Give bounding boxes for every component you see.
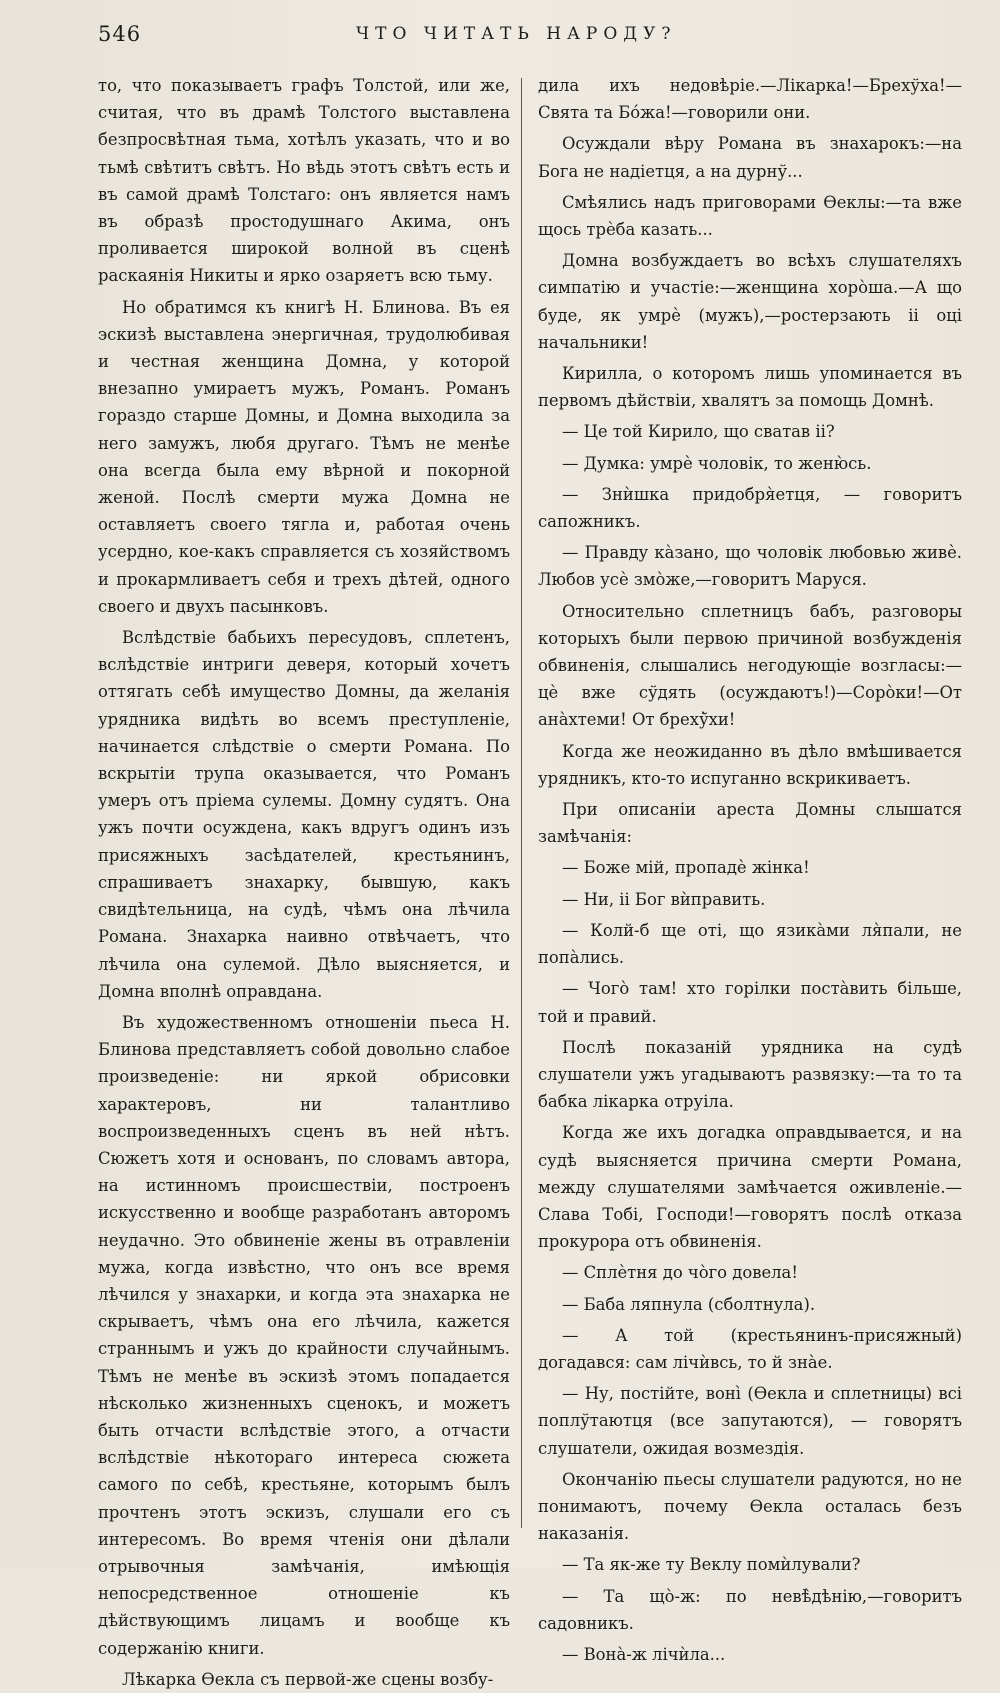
paragraph: дила ихъ недовѣріе.—Лікарка!—Брехўха!—Свята та Бо́жа!—говорили они. — [538, 76, 962, 123]
paragraph: Вслѣдствіе бабьихъ пересудовъ, сплетенъ, вслѣдствіе интриги деверя, который хочетъ оттягать себѣ имущество Домны, да желанія урядника видѣть во всемъ преступленіе, начинается слѣдствіе о смерти Романа. По вскрытіи трупа оказывается, что Романъ умеръ отъ пріема сулемы. Домну судятъ. Она ужъ почти осуждена, какъ вдругъ одинъ изъ присяжныхъ засѣдателей, крестьянинъ, спрашиваетъ знахарку, бывшую, какъ свидѣтельница, на судѣ, чѣмъ она лѣчила Романа. Знахарка наивно отвѣчаетъ, что лѣчила она сулемой. Дѣло выясняется, и Домна вполнѣ оправдана. — [98, 628, 510, 1001]
paragraph: — Сплѐтня до чо̀го довела! — [562, 1263, 798, 1283]
paragraph: — Баба ляпнула (сболтнула). — [562, 1294, 816, 1314]
paragraph: — Ну, постійте, воні̀ (Ѳекла и сплетницы) всі поплўтаютця (все запутаются), — говорятъ слушатели, ожидая возмездія. — [538, 1384, 962, 1458]
right-column — [538, 72, 962, 1664]
paragraph: Относительно сплетницъ бабъ, разговоры которыхъ были первою причиной возбужденія обвиненія, слышались негодующіе возгласы:—цѐ вже сўдять (осуждаютъ!)—Соро̀ки!—От ана̀хтеми! От брехў̀хи! — [538, 601, 962, 730]
paragraph: При описаніи ареста Домны слышатся замѣчанія: — [538, 800, 962, 847]
page-header — [98, 22, 964, 54]
paragraph: — Чого̀ там! хто горілки поста̀вить більше, той и правий. — [538, 979, 962, 1026]
paragraph: Окончанію пьесы слушатели радуются, но не понимаютъ, почему Ѳекла осталась безъ наказанія. — [538, 1469, 962, 1544]
paragraph: — Це той Кирило, що сватав іі? — [562, 422, 835, 442]
running-title: ЧТО ЧИТАТЬ НАРОДУ? — [356, 24, 677, 44]
page-number: 546 — [98, 22, 142, 46]
paragraph: — Правду ка̀зано, що чоловік любовью живѐ. Любов усѐ змо̀же,—говоритъ Маруся. — [538, 543, 962, 590]
paragraph: — Думка: умрѐ чоловік, то женю̀сь. — [562, 453, 872, 473]
paragraph: Когда же ихъ догадка оправдывается, и на судѣ выясняется причина смерти Романа, между слушателями замѣчается оживленіе.—Слава Тобі, Господи!—говорятъ послѣ отказа прокурора отъ обвиненія. — [538, 1123, 962, 1252]
text-columns — [98, 72, 964, 1689]
paragraph: — Колй-б ще отi, що язика̀ми ля̀пали, не попа̀лись. — [538, 920, 962, 968]
paragraph: Осуждали вѣру Романа въ знахарокъ:—на Бога не надіетця, а на дурнў... — [538, 134, 962, 181]
paragraph: Въ художественномъ отношеніи пьеса Н. Блинова представляетъ собой довольно слабое произведеніе: ни яркой обрисовки характеровъ, ни талантливо воспроизведенныхъ сценъ въ ней нѣтъ. Сюжетъ хотя и основанъ, по словамъ автора, на истинномъ происшествіи, построенъ искусственно и вообще разработанъ авторомъ неудачно. Это обвиненіе жены въ отравленіи мужа, когда извѣстно, что онъ все время лѣчился у знахарки, и когда эта знахарка не скрываетъ, чѣмъ она его лѣчила, кажется страннымъ и ужъ до крайности случайнымъ. Тѣмъ не менѣе въ эскизѣ этомъ попадается нѣсколько жизненныхъ сценокъ, и можетъ быть отчасти вслѣдствіе этого, а отчасти вслѣдствіе нѣкотораго интереса сюжета самого по себѣ, крестьяне, которымъ былъ прочтенъ этотъ эскизъ, слушали его съ интересомъ. Во время чтенія они дѣлали отрывочныя замѣчанія, имѣющія непосредственное отношеніе къ дѣйствующимъ лицамъ и вообще къ содержанію книги. — [98, 1012, 510, 1658]
paragraph: — Ни, іі Бог вѝправить. — [562, 889, 766, 909]
paragraph: — Та як-же ту Веклу помѝлували? — [562, 1555, 861, 1575]
paragraph: Домна возбуждаетъ во всѣхъ слушателяхъ симпатію и участіе:—женщина хоро̀ша.—А що буде, як умрѐ (мужъ),—ростерзають іі оці начальники! — [538, 251, 962, 352]
paragraph: — Вона̀-ж лічѝла... — [562, 1644, 726, 1664]
left-column — [98, 72, 510, 1689]
paragraph: — Та що̀-ж: по невѣ̀дѣнію,—говоритъ садовникъ. — [538, 1586, 962, 1633]
column-divider — [521, 78, 522, 1528]
paragraph: Смѣялись надъ приговорами Ѳеклы:—та вже щось трѐба казать... — [538, 192, 962, 240]
paragraph: то, что показываетъ графъ Толстой, или же, считая, что въ драмѣ Толстого выставлена безпросвѣтная тьма, хотѣлъ указать, что и во тьмѣ свѣтитъ свѣтъ. Но вѣдь этотъ свѣтъ есть и въ самой драмѣ Толстаго: онъ является намъ въ образѣ простодушнаго Акима, онъ проливается широкой волной въ сценѣ раскаянія Никиты и ярко озаряетъ всю тьму. — [98, 76, 510, 286]
paragraph: — Знѝшка придобря̀етця, — говоритъ сапожникъ. — [538, 484, 962, 532]
paragraph: Но обратимся къ книгѣ Н. Блинова. Въ ея эскизѣ выставлена энергичная, трудолюбивая и честная женщина Домна, у которой внезапно умираетъ мужъ, Романъ. Романъ гораздо старше Домны, и Домна выходила за него замужъ, любя другаго. Тѣмъ не менѣе она всегда была ему вѣрной и покорной женой. Послѣ смерти мужа Домна не оставляетъ своего тягла и, работая очень усердно, кое-какъ справляется съ хозяйствомъ и прокармливаетъ себя и трехъ дѣтей, одного своего и двухъ пасынковъ. — [98, 297, 510, 616]
paragraph: Кирилла, о которомъ лишь упоминается въ первомъ дѣйствіи, хвалятъ за помощь Домнѣ. — [538, 364, 962, 411]
paragraph: — А той (крестьянинъ-присяжный) догадався: сам лічѝвсь, то й зна̀е. — [538, 1325, 962, 1372]
paragraph: — Боже мій, пропадѐ жінка! — [562, 858, 810, 878]
paragraph: Послѣ показаній урядника на судѣ слушатели ужъ угадываютъ развязку:—та то та бабка лікарка отруіла. — [538, 1037, 962, 1112]
paragraph: Когда же неожиданно въ дѣло вмѣшивается урядникъ, кто-то испуганно вскрикиваетъ. — [538, 741, 962, 788]
paragraph: Лѣкарка Ѳекла съ первой-же сцены возбу- — [122, 1669, 494, 1689]
